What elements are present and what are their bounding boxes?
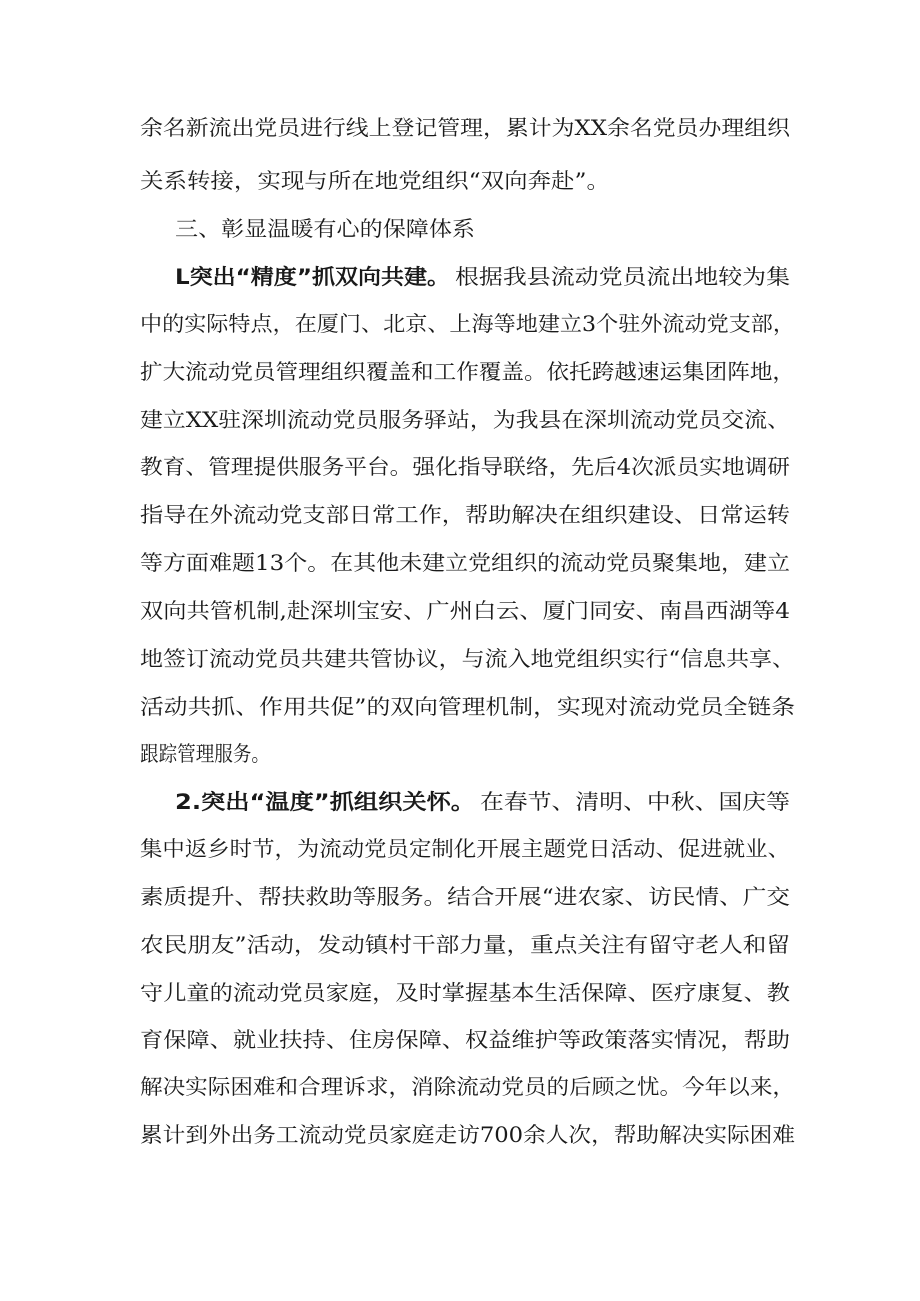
paragraph-line [0,349,920,395]
paragraph-line [0,731,920,777]
line-text: 根据我县流动党员流出地较为集 [455,265,790,289]
line-text: 余名新流出党员进行线上登记管理，累计为XX余名党员办理组织 [140,116,790,140]
line-text: 关系转接，实现与所在地党组织“双向奔赴”。 [140,169,610,193]
line-text: 中的实际特点，在厦门、北京、上海等地建立3个驻外流动党支部， [140,312,795,336]
paragraph-line [0,301,920,347]
line-text: 指导在外流动党支部日常工作，帮助解决在组织建设、日常运转 [140,503,790,527]
section-heading-text: 三、彰显温暖有心的保障体系 [175,217,475,241]
line-text: 在春节、清明、中秋、国庆等 [480,790,790,814]
line-text: 集中返乡时节，为流动党员定制化开展主题党日活动、促进就业、 [140,837,790,861]
paragraph-line [0,684,920,730]
paragraph-line [0,492,920,538]
line-text: 扩大流动党员管理组织覆盖和工作覆盖。依托跨越速运集团阵地， [140,360,795,384]
subheading-lead: L突出“精度”抓双向共建。 [175,265,450,289]
paragraph-line [0,1064,920,1110]
line-text: 育保障、就业扶持、住房保障、权益维护等政策落实情况，帮助 [140,1028,790,1052]
paragraph-line [0,1112,920,1158]
paragraph-line [0,874,920,920]
line-text: 素质提升、帮扶救助等服务。结合开展“进农家、访民情、广交 [140,885,790,909]
paragraph-line [0,588,920,634]
line-text: 跟踪管理服务。 [140,742,270,766]
paragraph-line [0,922,920,968]
paragraph-line [0,444,920,490]
line-text: 教育、管理提供服务平台。强化指导联络，先后4次派员实地调研 [140,455,790,479]
line-text: 解决实际困难和合理诉求，消除流动党员的后顾之忧。今年以来， [140,1075,795,1099]
paragraph-line [0,970,920,1016]
line-text: 累计到外出务工流动党员家庭走访700余人次，帮助解决实际困难 [140,1123,795,1147]
line-text: 建立XX驻深圳流动党员服务驿站，为我县在深圳流动党员交流、 [140,408,790,432]
paragraph-line [0,397,920,443]
section-heading [0,206,920,252]
subheading-lead: 2.突出“温度”抓组织关怀。 [175,790,475,814]
line-text: 地签订流动党员共建共管协议，与流入地党组织实行“信息共享、 [140,647,795,671]
line-text: 等方面难题13个。在其他未建立党组织的流动党员聚集地，建立 [140,551,790,575]
line-text: 双向共管机制,赴深圳宝安、广州白云、厦门同安、南昌西湖等4 [140,599,790,623]
paragraph-line [0,105,920,151]
line-text: 守儿童的流动党员家庭，及时掌握基本生活保障、医疗康复、教 [140,981,790,1005]
line-text: 活动共抓、作用共促”的双向管理机制，实现对流动党员全链条 [140,695,795,719]
paragraph-line [0,1017,920,1063]
paragraph-line [0,636,920,682]
paragraph-line [0,779,920,825]
line-text: 农民朋友”活动，发动镇村干部力量，重点关注有留守老人和留 [140,933,790,957]
paragraph-line [0,826,920,872]
paragraph-line [0,540,920,586]
paragraph-line [0,158,920,204]
paragraph-line [0,254,920,300]
